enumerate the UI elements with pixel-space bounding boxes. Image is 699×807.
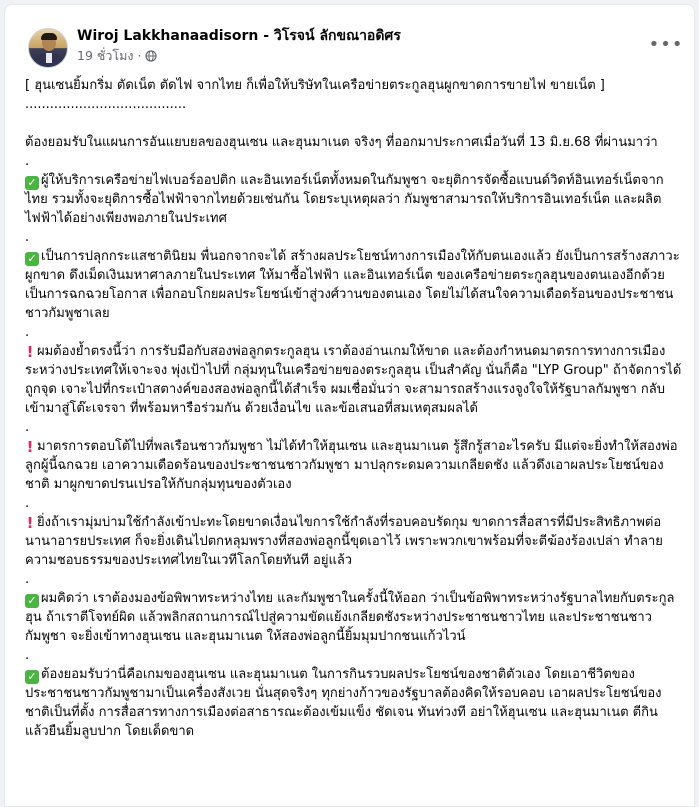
avatar[interactable]	[28, 28, 68, 68]
more-options-icon[interactable]: •••	[648, 33, 684, 55]
meta-separator: ·	[137, 48, 142, 63]
dot-separator: .	[25, 496, 30, 511]
post-header	[21, 23, 684, 69]
list-item: ✓ เป็นการปลุกกระแสชาตินิยม พื่นอกจากจะได้ สร้างผลประโยชน์ทางการเมืองให้กับตนเองแล้ว ยังเป็นการสร้างสภาวะผูกขาด ดึงเม็ดเงินมหาศาลภายในประเทศ ให้มาซื้อไฟฟ้า และอินเทอร์เน็ต ของเครือข่ายตระกูลฮุนของตนเองอีกด้วย เป็นการฉกฉวยโอกาส เพื่อกอบโกยผลประโยชน์เข้าสู่วงศ์วานของตนเอง โดยไม่ได้สนใจความเดือดร้อนของประชาชนชาวกัมพูชาเลย	[25, 249, 680, 321]
dot-separator: .	[25, 648, 30, 663]
exclamation-icon: !	[26, 514, 34, 532]
post-body	[25, 76, 685, 741]
post-headline: [ ฮุนเซนยิ้มกริ่ม ตัดเน็ต ตัดไฟ จากไทย ก็เพื่อให้บริษัทในเครือข่ายตระกูลฮุนผูกขาดการขายไฟ ขายเน็ต ]	[25, 78, 605, 93]
check-icon: ✓	[25, 252, 39, 266]
exclamation-icon: !	[26, 438, 34, 456]
post-meta	[77, 48, 157, 64]
list-item: ! ผมต้องย้ำตรงนี้ว่า การรับมือกับสองพ่อลูกตระกูลฮุน เราต้องอ่านเกมให้ขาด และต้องกำหนดมาตรการทางการเมืองระหว่างประเทศให้เจาะจง พุ่งเป้าไปที่ กลุ่มทุนในเครือข่ายของตระกูลฮุน เป็นสำคัญ นั่นก็คือ "LYP Group" ถ้าจัดการได้ถูกจุด เจาะไปที่กระเป๋าสตางค์ของสองพ่อลูกนี้ได้สำเร็จ ผมเชื่อมั่นว่า จะสามารถสร้างแรงจูงใจให้รัฐบาลกัมพูชา กลับเข้ามาสู่โต๊ะเจรจา ที่พร้อมหารือร่วมกัน ด้วยเงื่อนไข และข้อเสนอที่สมเหตุสมผลได้	[25, 343, 682, 416]
dot-separator: .	[25, 154, 30, 169]
post-card	[4, 4, 695, 807]
dot-separator: .	[25, 325, 30, 340]
check-icon: ✓	[25, 594, 39, 608]
post-timestamp[interactable]: 19 ชั่วโมง	[77, 48, 134, 63]
check-icon: ✓	[25, 176, 39, 190]
dot-separator: .	[25, 420, 30, 435]
exclamation-icon: !	[26, 343, 34, 361]
dot-separator: .	[25, 230, 30, 245]
list-item: ✓ ผู้ให้บริการเครือข่ายไฟเบอร์ออปติก และอินเทอร์เน็ตทั้งหมดในกัมพูชา จะยุติการจัดซื้อแบนด์วิดท์อินเทอร์เน็ตจากไทย รวมทั้งจะยุติการซื้อไฟฟ้าจากไทยด้วยเช่นกัน โดยระบุเหตุผลว่า กัมพูชาสามารถให้บริการอินเทอร์เน็ต และผลิตไฟฟ้าได้อย่างเพียงพอภายในประเทศ	[25, 173, 664, 226]
dot-separator: .	[25, 572, 30, 587]
list-item: ✓ ต้องยอมรับว่านี่คือเกมของฮุนเซน และฮุนมาเนต ในการกินรวบผลประโยชน์ของชาติตัวเอง โดยเอาชีวิตของประชาชนชาวกัมพูชามาเป็นเครื่องสังเวย นั่นสุดจริงๆ ทุกย่างก้าวของรัฐบาลต้องคิดให้รอบคอบ เอาผลประโยชน์ของชาติเป็นที่ตั้ง การสื่อสารทางการเมืองต่อสาธารณะต้องเข้มแข็ง ชัดเจน ทันท่วงที อย่าให้ฮุนเซน และฮุนมาเนต ตีกิน แล้วยืนยิ้มลูบปาก โดยเด็ดขาด	[25, 667, 662, 739]
divider-line: .......................................	[25, 97, 187, 112]
list-item: ! ยิ่งถ้าเรามุ่มบ่ามใช้กำลังเข้าปะทะโดยขาดเงื่อนไขการใช้กำลังที่รอบคอบรัดกุม ขาดการสื่อสารที่มีประสิทธิภาพต่อนานาอารยประเทศ ก็จะยิ่งเดินไปตกหลุมพรางที่สองพ่อลูกนี้ขุดเอาไว้ เพราะพวกเขาพร้อมที่จะตีฆ้องร้องเปล่า ทำลายความชอบธรรมของประเทศไทยในเวทีโลกโดยทันที อยู่แล้ว	[25, 514, 663, 568]
list-item: ✓ ผมคิดว่า เราต้องมองข้อพิพาทระหว่างไทย และกัมพูชาในครั้งนี้ให้ออก ว่าเป็นข้อพิพาทระหว่างรัฐบาลไทยกับตระกูลฮุน ถ้าเราตีโจทย์ผิด แล้วพลิกสถานการณ์ไปสู่ความขัดแย้งเกลียดชังระหว่างประชาชนชาวไทย และประชาชนชาวกัมพูชา จะยิ่งเข้าทางฮุนเซน และฮุนมาเนต ให้สองพ่อลูกนี้ยิ้มมุมปากชนแก้วไวน์	[25, 591, 675, 644]
check-icon: ✓	[25, 670, 39, 684]
intro-paragraph: ต้องยอมรับในแผนการอันแยบยลของฮุนเซน และฮุนมาเนต จริงๆ ที่ออกมาประกาศเมื่อวันที่ 13 มิ.ย.68 ที่ผ่านมาว่า	[25, 135, 658, 150]
list-item: ! มาตรการตอบโต้ไปที่พลเรือนชาวกัมพูชา ไม่ได้ทำให้ฮุนเซน และฮุนมาเนต รู้สึกรู้สาอะไรครับ มีแต่จะยิ่งทำให้สองพ่อลูกผู้นี้ฉกฉวย เอาความเดือดร้อนของประชาชนชาวกัมพูชา มาปลุกระดมความเกลียดชัง แล้วดึงเอาผลประโยชน์ของชาติ มาผูกขาดปรนเปรอให้กับกลุ่มทุนของตัวเอง	[25, 438, 678, 492]
globe-icon	[145, 50, 157, 62]
author-name[interactable]: Wiroj Lakkhanaadisorn - วิโรจน์ ลักขณาอดิศร	[77, 28, 401, 44]
